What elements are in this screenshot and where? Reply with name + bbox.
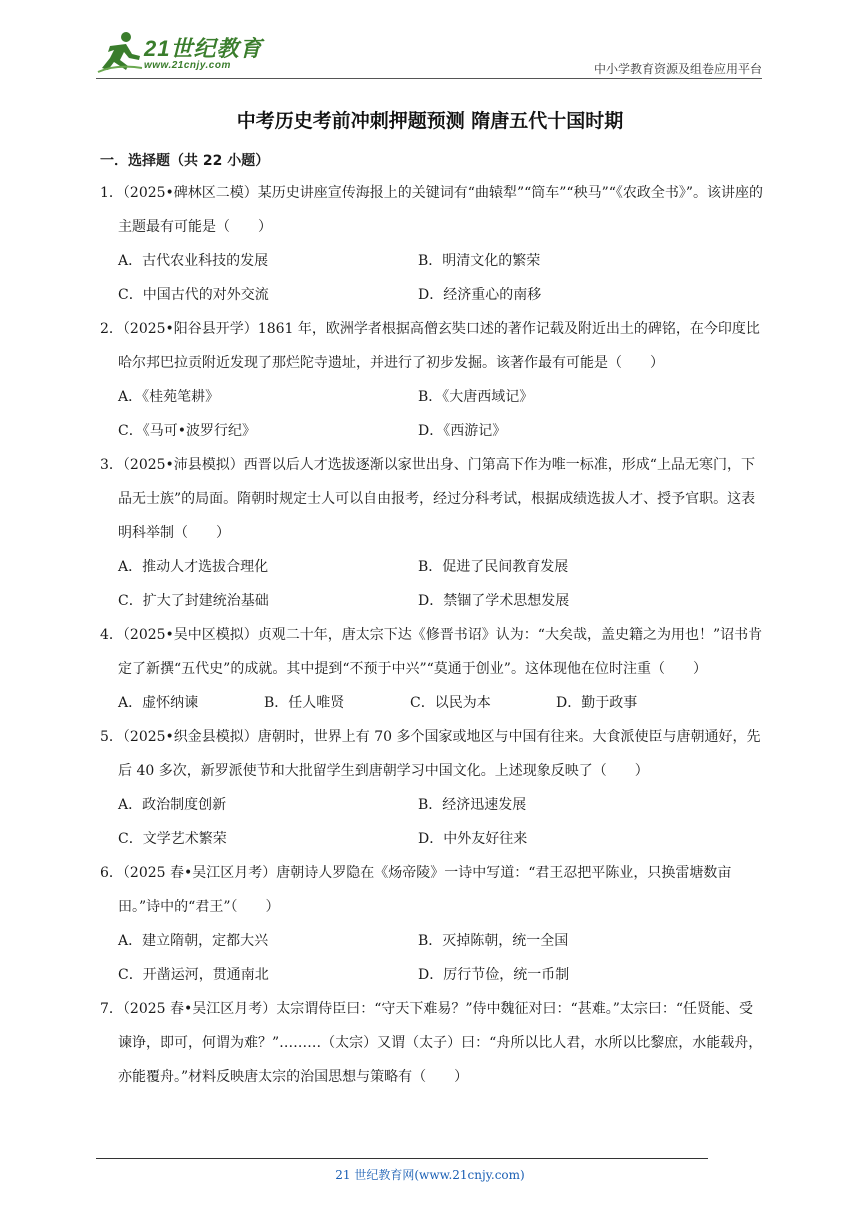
option-d: D．《西游记》 xyxy=(418,423,507,439)
question-stem: 2．（2025•阳谷县开学）1861 年，欧洲学者根据高僧玄奘口述的著作记载及附近出土的碑铭，在今印度比哈尔邦巴拉贡附近发现了那烂陀寺遗址，并进行了初步发掘。该著作最有可能是（ ） xyxy=(100,321,760,371)
question-7 xyxy=(100,992,766,1094)
option-d: D．厉行节俭，统一币制 xyxy=(418,967,570,983)
option-b: B．《大唐西域记》 xyxy=(418,389,534,405)
option-a: A．推动人才选拔合理化 xyxy=(118,559,269,575)
options xyxy=(100,244,766,312)
option-a: A．政治制度创新 xyxy=(118,797,227,813)
options xyxy=(100,788,766,856)
question-stem: 1．（2025•碑林区二模）某历史讲座宣传海报上的关键词有“曲辕犁”“筒车”“秧马”“《农政全书》”。该讲座的主题最有可能是（ ） xyxy=(100,185,764,235)
footer-link[interactable]: 21 世纪教育网(www.21cnjy.com) xyxy=(335,1168,525,1182)
platform-name: 中小学教育资源及组卷应用平台 xyxy=(593,62,762,76)
header-divider xyxy=(96,78,762,79)
option-c: C．扩大了封建统治基础 xyxy=(118,593,269,609)
question-6 xyxy=(100,856,766,992)
option-a: A．古代农业科技的发展 xyxy=(118,253,269,269)
question-stem: 6．（2025 春•吴江区月考）唐朝诗人罗隐在《炀帝陵》一诗中写道：“君王忍把平陈业，只换雷塘数亩田。”诗中的“君王”（ ） xyxy=(100,865,732,915)
question-4 xyxy=(100,618,766,720)
option-b: B．任人唯贤 xyxy=(264,695,345,711)
site-logo xyxy=(96,30,266,76)
exam-content xyxy=(100,150,766,1094)
option-d: D．禁锢了学术思想发展 xyxy=(418,593,570,609)
options xyxy=(100,550,766,618)
question-3 xyxy=(100,448,766,618)
document-title: 中考历史考前冲刺押题预测 隋唐五代十国时期 xyxy=(236,110,624,132)
option-a: A．建立隋朝，定都大兴 xyxy=(118,933,269,949)
question-stem: 4．（2025•吴中区模拟）贞观二十年，唐太宗下达《修晋书诏》认为：“大矣哉，盖史籍之为用也！”诏书肯定了新撰“五代史”的成就。其中提到“不预于中兴”“莫通于创业”。这体现他在位时注重（ ） xyxy=(100,627,763,677)
option-d: D．勤于政事 xyxy=(556,695,638,711)
runner-logo-icon xyxy=(96,30,144,74)
question-stem: 5．（2025•织金县模拟）唐朝时，世界上有 70 多个国家或地区与中国有往来。大食派使臣与唐朝通好，先后 40 多次，新罗派使节和大批留学生到唐朝学习中国文化。上述现象反映了（ ） xyxy=(100,729,761,779)
option-c: C．中国古代的对外交流 xyxy=(118,287,269,303)
option-b: B．经济迅速发展 xyxy=(418,797,527,813)
options xyxy=(100,686,766,720)
options xyxy=(100,924,766,992)
logo-text: 21世纪教育 xyxy=(144,36,263,61)
option-b: B．灭掉陈朝，统一全国 xyxy=(418,933,569,949)
option-d: D．经济重心的南移 xyxy=(418,287,542,303)
option-a: A．虚怀纳谏 xyxy=(118,695,199,711)
footer-divider xyxy=(96,1158,708,1159)
option-b: B．明清文化的繁荣 xyxy=(418,253,541,269)
section-heading: 一．选择题（共 22 小题） xyxy=(100,153,270,169)
question-stem: 3．（2025•沛县模拟）西晋以后人才选拔逐渐以家世出身、门第高下作为唯一标准，形成“上品无寒门，下品无士族”的局面。隋朝时规定士人可以自由报考，经过分科考试，根据成绩选拔人才、授予官职。这表明科举制（ ） xyxy=(100,457,756,541)
question-stem: 7．（2025 春•吴江区月考）太宗谓侍臣曰：“守天下难易？”侍中魏征对曰：“甚难。”太宗曰：“任贤能、受谏诤，即可，何谓为难？”………（太宗）又谓（太子）曰：“舟所以比人君，水所以比黎庶，水能载舟，亦能覆舟。”材料反映唐太宗的治国思想与策略有（ ） xyxy=(100,1001,763,1085)
option-a: A．《桂苑笔耕》 xyxy=(118,389,220,405)
options xyxy=(100,380,766,448)
option-c: C．《马可•波罗行纪》 xyxy=(118,423,256,439)
question-1 xyxy=(100,176,766,312)
question-2 xyxy=(100,312,766,448)
option-c: C．以民为本 xyxy=(410,695,491,711)
option-b: B．促进了民间教育发展 xyxy=(418,559,569,575)
question-5 xyxy=(100,720,766,856)
page-header xyxy=(96,30,762,80)
option-d: D．中外友好往来 xyxy=(418,831,528,847)
option-c: C．文学艺术繁荣 xyxy=(118,831,227,847)
logo-url: www.21cnjy.com xyxy=(144,60,231,71)
option-c: C．开凿运河，贯通南北 xyxy=(118,967,269,983)
